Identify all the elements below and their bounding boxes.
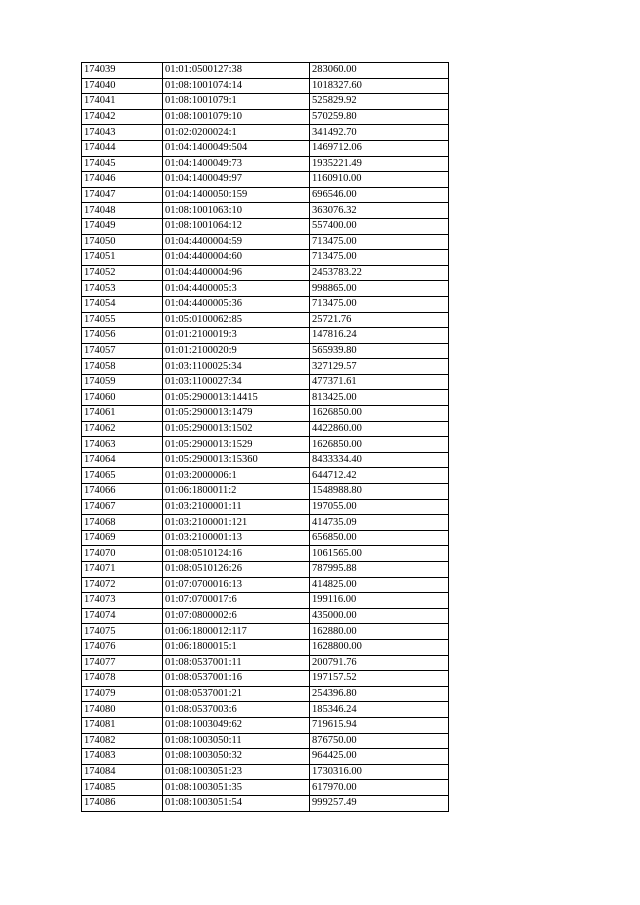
table-row <box>82 203 449 219</box>
table-row <box>82 452 449 468</box>
table-row <box>82 374 449 390</box>
value-cell: 1628800.00 <box>310 639 449 655</box>
table-row <box>82 577 449 593</box>
value-cell: 999257.49 <box>310 795 449 811</box>
row-id-cell: 174040 <box>82 78 163 94</box>
table-row <box>82 109 449 125</box>
value-cell: 713475.00 <box>310 250 449 266</box>
table-row <box>82 390 449 406</box>
table-row <box>82 686 449 702</box>
table-row <box>82 655 449 671</box>
table-row <box>82 749 449 765</box>
table-row <box>82 437 449 453</box>
value-cell: 363076.32 <box>310 203 449 219</box>
row-id-cell: 174054 <box>82 296 163 312</box>
table-row <box>82 63 449 79</box>
data-table <box>81 62 449 812</box>
cadastral-number-cell: 01:08:1001064:12 <box>163 218 310 234</box>
cadastral-number-cell: 01:05:0100062:85 <box>163 312 310 328</box>
cadastral-number-cell: 01:01:2100020:9 <box>163 343 310 359</box>
cadastral-number-cell: 01:04:4400005:36 <box>163 296 310 312</box>
table-row <box>82 156 449 172</box>
cadastral-number-cell: 01:01:2100019:3 <box>163 328 310 344</box>
table-row <box>82 702 449 718</box>
row-id-cell: 174053 <box>82 281 163 297</box>
value-cell: 2453783.22 <box>310 265 449 281</box>
cadastral-number-cell: 01:08:0537001:11 <box>163 655 310 671</box>
value-cell: 435000.00 <box>310 608 449 624</box>
value-cell: 713475.00 <box>310 296 449 312</box>
row-id-cell: 174043 <box>82 125 163 141</box>
cadastral-number-cell: 01:04:1400050:159 <box>163 187 310 203</box>
cadastral-number-cell: 01:04:4400004:96 <box>163 265 310 281</box>
table-row <box>82 140 449 156</box>
value-cell: 197055.00 <box>310 499 449 515</box>
table-row <box>82 250 449 266</box>
value-cell: 696546.00 <box>310 187 449 203</box>
row-id-cell: 174081 <box>82 717 163 733</box>
value-cell: 525829.92 <box>310 94 449 110</box>
row-id-cell: 174055 <box>82 312 163 328</box>
value-cell: 1160910.00 <box>310 172 449 188</box>
cadastral-number-cell: 01:05:2900013:15360 <box>163 452 310 468</box>
value-cell: 254396.80 <box>310 686 449 702</box>
row-id-cell: 174065 <box>82 468 163 484</box>
value-cell: 1061565.00 <box>310 546 449 562</box>
cadastral-number-cell: 01:08:0510124:16 <box>163 546 310 562</box>
cadastral-number-cell: 01:03:2000006:1 <box>163 468 310 484</box>
table-body <box>82 63 449 812</box>
table-row <box>82 296 449 312</box>
value-cell: 557400.00 <box>310 218 449 234</box>
table-row <box>82 764 449 780</box>
value-cell: 25721.76 <box>310 312 449 328</box>
cadastral-number-cell: 01:08:1003050:32 <box>163 749 310 765</box>
cadastral-number-cell: 01:03:2100001:13 <box>163 530 310 546</box>
cadastral-number-cell: 01:08:1003051:23 <box>163 764 310 780</box>
value-cell: 185346.24 <box>310 702 449 718</box>
cadastral-number-cell: 01:04:1400049:504 <box>163 140 310 156</box>
row-id-cell: 174084 <box>82 764 163 780</box>
cadastral-number-cell: 01:08:0537003:6 <box>163 702 310 718</box>
value-cell: 617970.00 <box>310 780 449 796</box>
row-id-cell: 174083 <box>82 749 163 765</box>
value-cell: 200791.76 <box>310 655 449 671</box>
row-id-cell: 174085 <box>82 780 163 796</box>
row-id-cell: 174078 <box>82 671 163 687</box>
table-row <box>82 499 449 515</box>
cadastral-number-cell: 01:03:2100001:121 <box>163 515 310 531</box>
value-cell: 147816.24 <box>310 328 449 344</box>
table-row <box>82 125 449 141</box>
row-id-cell: 174068 <box>82 515 163 531</box>
table-row <box>82 172 449 188</box>
table-row <box>82 281 449 297</box>
cadastral-number-cell: 01:08:1003049:62 <box>163 717 310 733</box>
row-id-cell: 174058 <box>82 359 163 375</box>
table-row <box>82 546 449 562</box>
row-id-cell: 174042 <box>82 109 163 125</box>
value-cell: 876750.00 <box>310 733 449 749</box>
cadastral-number-cell: 01:04:1400049:73 <box>163 156 310 172</box>
value-cell: 964425.00 <box>310 749 449 765</box>
row-id-cell: 174052 <box>82 265 163 281</box>
value-cell: 713475.00 <box>310 234 449 250</box>
row-id-cell: 174044 <box>82 140 163 156</box>
table-row <box>82 733 449 749</box>
row-id-cell: 174082 <box>82 733 163 749</box>
row-id-cell: 174059 <box>82 374 163 390</box>
row-id-cell: 174076 <box>82 639 163 655</box>
cadastral-number-cell: 01:08:1001074:14 <box>163 78 310 94</box>
value-cell: 327129.57 <box>310 359 449 375</box>
value-cell: 162880.00 <box>310 624 449 640</box>
value-cell: 1935221.49 <box>310 156 449 172</box>
table-row <box>82 562 449 578</box>
table-row <box>82 406 449 422</box>
cadastral-number-cell: 01:05:2900013:1529 <box>163 437 310 453</box>
row-id-cell: 174062 <box>82 421 163 437</box>
table-row <box>82 94 449 110</box>
table-row <box>82 717 449 733</box>
cadastral-number-cell: 01:08:1001079:1 <box>163 94 310 110</box>
row-id-cell: 174051 <box>82 250 163 266</box>
value-cell: 719615.94 <box>310 717 449 733</box>
cadastral-number-cell: 01:08:1003050:11 <box>163 733 310 749</box>
value-cell: 565939.80 <box>310 343 449 359</box>
row-id-cell: 174047 <box>82 187 163 203</box>
cadastral-number-cell: 01:08:1003051:54 <box>163 795 310 811</box>
table-row <box>82 343 449 359</box>
cadastral-number-cell: 01:02:0200024:1 <box>163 125 310 141</box>
value-cell: 1626850.00 <box>310 406 449 422</box>
cadastral-number-cell: 01:08:1003051:35 <box>163 780 310 796</box>
row-id-cell: 174057 <box>82 343 163 359</box>
row-id-cell: 174046 <box>82 172 163 188</box>
row-id-cell: 174072 <box>82 577 163 593</box>
value-cell: 570259.80 <box>310 109 449 125</box>
table-row <box>82 795 449 811</box>
table-row <box>82 218 449 234</box>
table-row <box>82 187 449 203</box>
cadastral-number-cell: 01:08:0510126:26 <box>163 562 310 578</box>
table-row <box>82 593 449 609</box>
value-cell: 1548988.80 <box>310 484 449 500</box>
table-row <box>82 421 449 437</box>
row-id-cell: 174049 <box>82 218 163 234</box>
row-id-cell: 174079 <box>82 686 163 702</box>
cadastral-number-cell: 01:06:1800011:2 <box>163 484 310 500</box>
cadastral-number-cell: 01:05:2900013:14415 <box>163 390 310 406</box>
row-id-cell: 174063 <box>82 437 163 453</box>
table-row <box>82 359 449 375</box>
value-cell: 477371.61 <box>310 374 449 390</box>
row-id-cell: 174070 <box>82 546 163 562</box>
table-row <box>82 530 449 546</box>
row-id-cell: 174073 <box>82 593 163 609</box>
value-cell: 341492.70 <box>310 125 449 141</box>
table-row <box>82 484 449 500</box>
cadastral-number-cell: 01:07:0800002:6 <box>163 608 310 624</box>
row-id-cell: 174080 <box>82 702 163 718</box>
value-cell: 197157.52 <box>310 671 449 687</box>
table-row <box>82 624 449 640</box>
row-id-cell: 174045 <box>82 156 163 172</box>
table-row <box>82 78 449 94</box>
value-cell: 787995.88 <box>310 562 449 578</box>
value-cell: 1626850.00 <box>310 437 449 453</box>
table-row <box>82 265 449 281</box>
cadastral-number-cell: 01:04:4400004:59 <box>163 234 310 250</box>
row-id-cell: 174086 <box>82 795 163 811</box>
row-id-cell: 174061 <box>82 406 163 422</box>
value-cell: 414825.00 <box>310 577 449 593</box>
cadastral-number-cell: 01:01:0500127:38 <box>163 63 310 79</box>
value-cell: 199116.00 <box>310 593 449 609</box>
cadastral-number-cell: 01:07:0700016:13 <box>163 577 310 593</box>
cadastral-number-cell: 01:04:4400005:3 <box>163 281 310 297</box>
row-id-cell: 174066 <box>82 484 163 500</box>
value-cell: 1469712.06 <box>310 140 449 156</box>
cadastral-number-cell: 01:04:1400049:97 <box>163 172 310 188</box>
cadastral-number-cell: 01:03:1100027:34 <box>163 374 310 390</box>
cadastral-number-cell: 01:05:2900013:1479 <box>163 406 310 422</box>
table-row <box>82 639 449 655</box>
row-id-cell: 174039 <box>82 63 163 79</box>
cadastral-number-cell: 01:08:0537001:16 <box>163 671 310 687</box>
cadastral-number-cell: 01:03:1100025:34 <box>163 359 310 375</box>
row-id-cell: 174075 <box>82 624 163 640</box>
cadastral-number-cell: 01:04:4400004:60 <box>163 250 310 266</box>
table-row <box>82 671 449 687</box>
value-cell: 1018327.60 <box>310 78 449 94</box>
value-cell: 998865.00 <box>310 281 449 297</box>
row-id-cell: 174041 <box>82 94 163 110</box>
table-row <box>82 468 449 484</box>
table-row <box>82 328 449 344</box>
value-cell: 656850.00 <box>310 530 449 546</box>
cadastral-number-cell: 01:07:0700017:6 <box>163 593 310 609</box>
cadastral-number-cell: 01:05:2900013:1502 <box>163 421 310 437</box>
cadastral-number-cell: 01:08:1001063:10 <box>163 203 310 219</box>
table-row <box>82 312 449 328</box>
row-id-cell: 174077 <box>82 655 163 671</box>
row-id-cell: 174069 <box>82 530 163 546</box>
value-cell: 414735.09 <box>310 515 449 531</box>
table-row <box>82 515 449 531</box>
value-cell: 644712.42 <box>310 468 449 484</box>
value-cell: 283060.00 <box>310 63 449 79</box>
cadastral-number-cell: 01:06:1800012:117 <box>163 624 310 640</box>
cadastral-number-cell: 01:03:2100001:11 <box>163 499 310 515</box>
row-id-cell: 174074 <box>82 608 163 624</box>
row-id-cell: 174048 <box>82 203 163 219</box>
table-row <box>82 608 449 624</box>
value-cell: 8433334.40 <box>310 452 449 468</box>
cadastral-number-cell: 01:06:1800015:1 <box>163 639 310 655</box>
row-id-cell: 174071 <box>82 562 163 578</box>
row-id-cell: 174056 <box>82 328 163 344</box>
row-id-cell: 174060 <box>82 390 163 406</box>
value-cell: 813425.00 <box>310 390 449 406</box>
row-id-cell: 174067 <box>82 499 163 515</box>
value-cell: 1730316.00 <box>310 764 449 780</box>
table-row <box>82 234 449 250</box>
row-id-cell: 174050 <box>82 234 163 250</box>
cadastral-number-cell: 01:08:0537001:21 <box>163 686 310 702</box>
cadastral-number-cell: 01:08:1001079:10 <box>163 109 310 125</box>
row-id-cell: 174064 <box>82 452 163 468</box>
value-cell: 4422860.00 <box>310 421 449 437</box>
table-row <box>82 780 449 796</box>
